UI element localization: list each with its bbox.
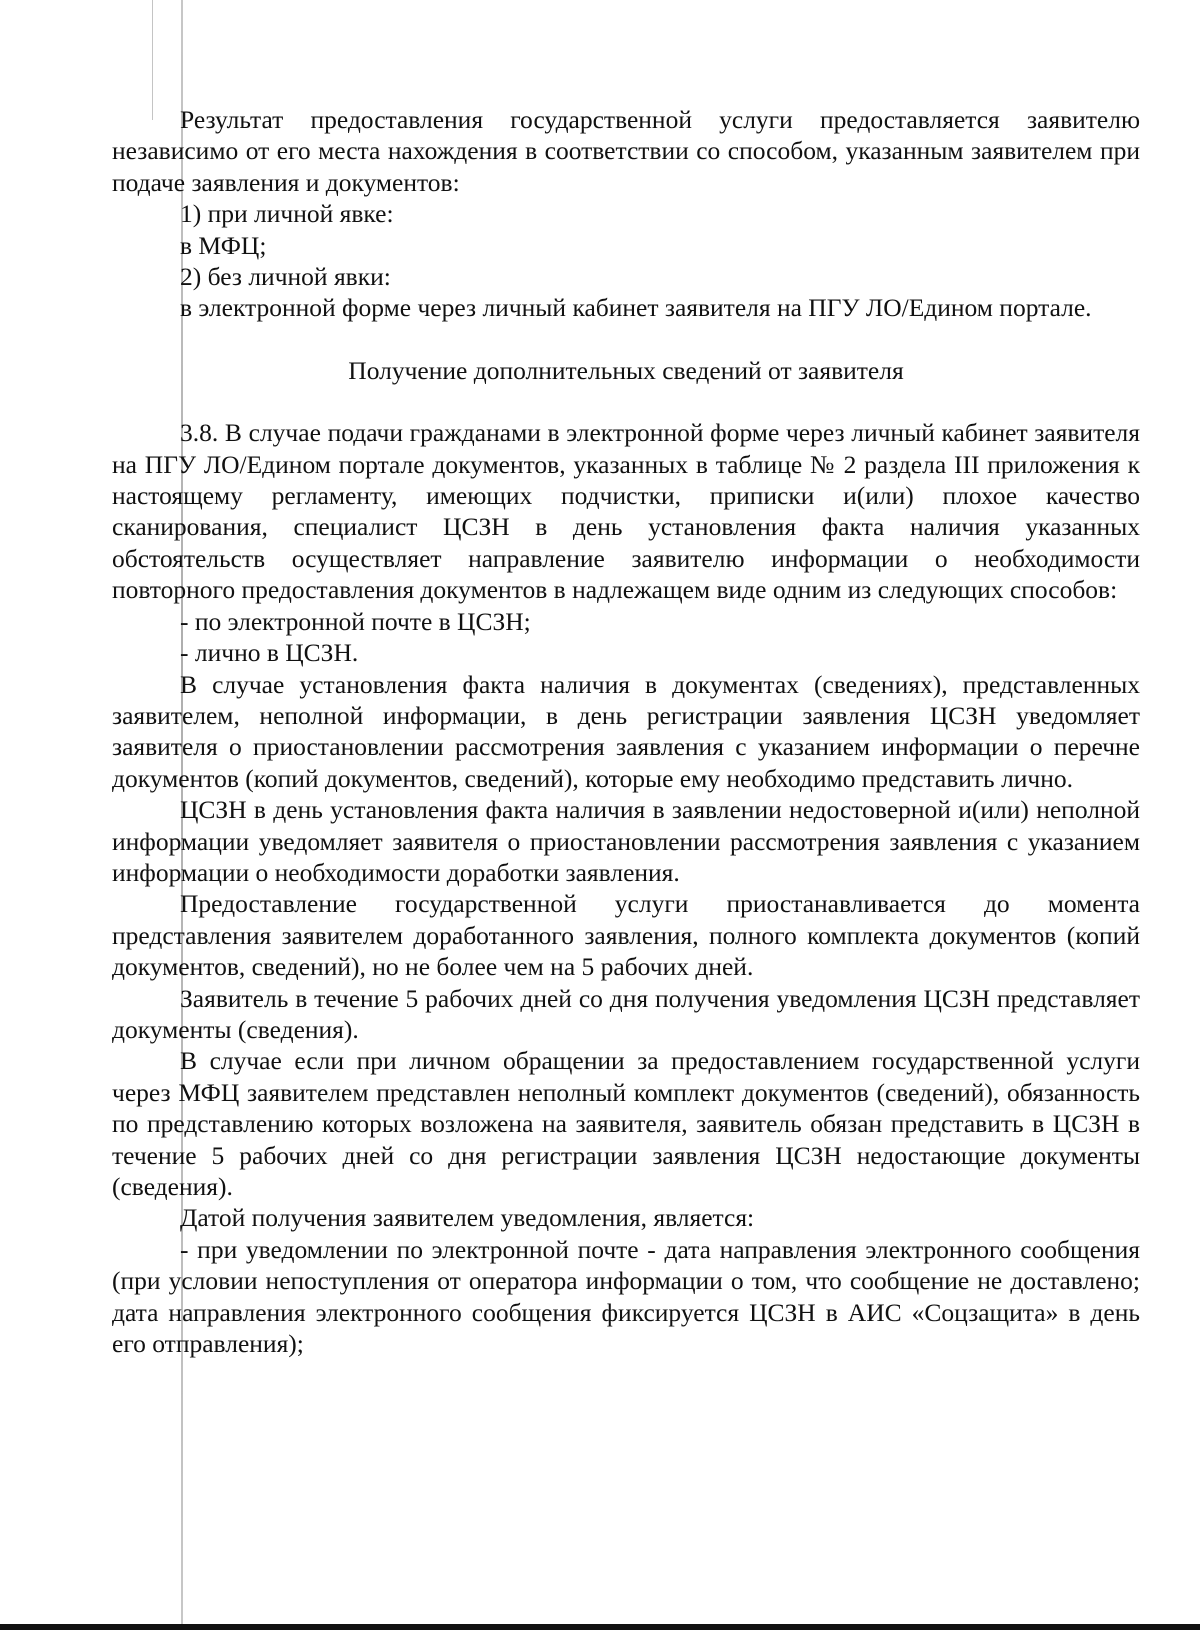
list-item-email: - по электронной почте в ЦСЗН; (180, 606, 531, 636)
paragraph-result: Результат предоставления государственной услуги предоставляется заявителю независимо от его места нахождения в соответствии со способом, указанным заявителем при подаче заявления и документов: (112, 105, 1140, 197)
paragraph-mfc-incomplete: В случае если при личном обращении за предоставлением государственной услуги через МФЦ заявителем представлен неполный комплект документов (сведений), обязанность по представлению которых возложена на заявителя, заявитель обязан представить в ЦСЗН в течение 5 рабочих дней со дня регистрации заявления ЦСЗН недостающие документы (сведения). (112, 1046, 1140, 1201)
document-body (112, 104, 1140, 1359)
paragraph-suspension: Предоставление государственной услуги приостанавливается до момента представления заявителем доработанного заявления, полного комплекта документов (копий документов, сведений), но не более чем на 5 рабочих дней. (112, 889, 1140, 982)
list-item-personal: 1) при личной явке: (180, 199, 394, 229)
list-item-email-notice: - при уведомлении по электронной почте - дата направления электронного сообщения (при условии непоступления от оператора информации о том, что сообщение не доставлено; дата направления электронного сообщения фиксируется ЦСЗН в АИС «Соцзащита» в день его отправления); (112, 1234, 1140, 1359)
paragraph-notice-date: Датой получения заявителем уведомления, является: (180, 1203, 755, 1233)
scan-bottom-edge (0, 1624, 1200, 1630)
scan-artifact-line-top (152, 0, 153, 120)
paragraph-applicant-deadline: Заявитель в течение 5 рабочих дней со дня получения уведомления ЦСЗН представляет документы (сведения). (112, 983, 1140, 1044)
list-item-in-person: - лично в ЦСЗН. (180, 638, 359, 668)
paragraph-unreliable-info: ЦСЗН в день установления факта наличия в заявлении недостоверной и(или) неполной информации уведомляет заявителя о приостановлении рассмотрения заявления с указанием информации о необходимости доработки заявления. (112, 795, 1140, 887)
list-item-electronic: в электронной форме через личный кабинет заявителя на ПГУ ЛО/Едином портале. (180, 293, 1092, 323)
list-item-remote: 2) без личной явки: (180, 262, 391, 292)
list-item-mfc: в МФЦ; (180, 230, 267, 260)
paragraph-3-8: 3.8. В случае подачи гражданами в электронной форме через личный кабинет заявителя на ПГУ ЛО/Едином портале документов, указанных в таблице № 2 раздела III приложения к настоящему регламенту, имеющих подчистки, приписки и(или) плохое качество сканирования, специалист ЦСЗН в день установления факта наличия указанных обстоятельств осуществляет направление заявителю информации о необходимости повторного предоставления документов в надлежащем виде одним из следующих способов: (112, 418, 1140, 605)
paragraph-incomplete-info: В случае установления факта наличия в документах (сведениях), представленных заявителем, неполной информации, в день регистрации заявления ЦСЗН уведомляет заявителя о приостановлении рассмотрения заявления с указанием информации о перечне документов (копий документов, сведений), которые ему необходимо представить лично. (112, 669, 1140, 793)
section-heading: Получение дополнительных сведений от заявителя (348, 355, 904, 385)
